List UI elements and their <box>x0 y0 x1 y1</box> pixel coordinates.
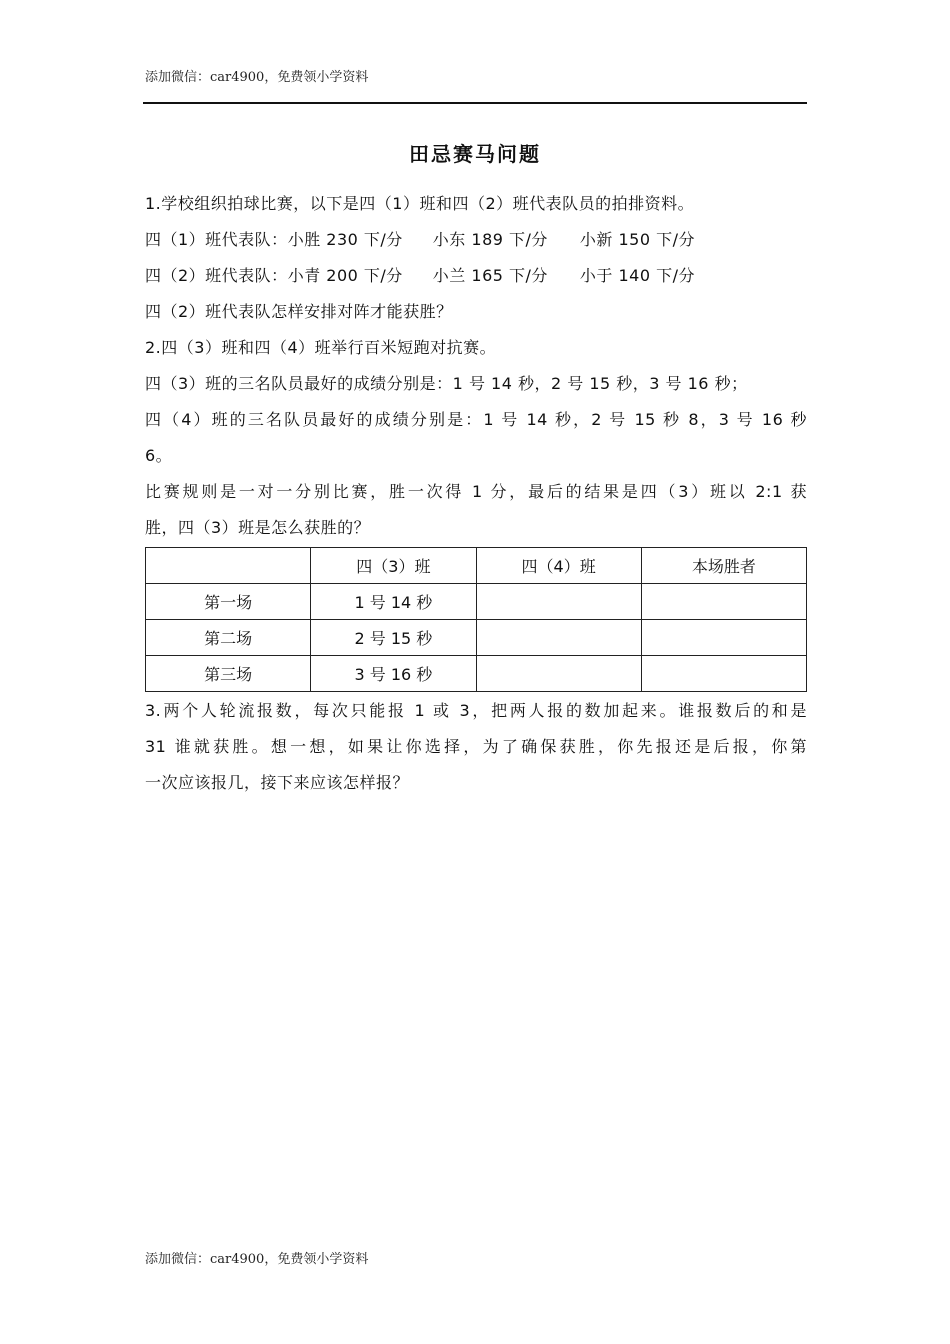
table-header-row <box>146 548 807 584</box>
table-cell: 第三场 <box>146 656 311 692</box>
q1-team1 <box>145 222 807 258</box>
table-cell[interactable] <box>641 584 806 620</box>
table-row <box>146 584 807 620</box>
q2-class4-times-cont: 6。 <box>145 446 173 465</box>
q1-intro: 1.学校组织拍球比赛，以下是四（1）班和四（2）班代表队员的拍排资料。 <box>145 194 695 213</box>
q2-class3-times: 四（3）班的三名队员最好的成绩分别是：1 号 14 秒，2 号 15 秒，3 号 16 秒； <box>145 374 748 393</box>
table-row <box>146 620 807 656</box>
q1-team1-player: 小东 189 下/分 <box>432 230 548 249</box>
table-header-cell: 本场胜者 <box>641 548 806 584</box>
q2-rule-cont: 胜，四（3）班是怎么获胜的？ <box>145 518 371 537</box>
q1-team2-player: 小兰 165 下/分 <box>432 266 548 285</box>
table-cell[interactable] <box>476 620 641 656</box>
table-cell[interactable] <box>476 584 641 620</box>
table-cell[interactable] <box>641 656 806 692</box>
table-header-cell: 四（3）班 <box>311 548 476 584</box>
q1-team2-label: 四（2）班代表队： <box>145 266 288 285</box>
q3-text-end: 一次应该报几，接下来应该怎样报？ <box>145 773 410 792</box>
q2-intro: 2.四（3）班和四（4）班举行百米短跑对抗赛。 <box>145 338 497 357</box>
header-note: 添加微信：car4900，免费领小学资料 <box>145 70 369 85</box>
page-title: 田忌赛马问题 <box>409 142 541 166</box>
q1-team2-player: 小青 200 下/分 <box>287 266 403 285</box>
table-row <box>146 656 807 692</box>
table-cell: 第二场 <box>146 620 311 656</box>
q2-rule: 比赛规则是一对一分别比赛，胜一次得 1 分，最后的结果是四（3）班以 2:1 获 <box>145 482 807 501</box>
q3-text: 3.两个人轮流报数，每次只能报 1 或 3，把两人报的数加起来。谁报数后的和是 <box>145 701 807 720</box>
q1-team2 <box>145 258 807 294</box>
q3-text-cont: 31 谁就获胜。想一想，如果让你选择，为了确保获胜，你先报还是后报，你第 <box>145 737 807 756</box>
table-cell: 第一场 <box>146 584 311 620</box>
table-cell: 1 号 14 秒 <box>311 584 476 620</box>
table-cell[interactable] <box>476 656 641 692</box>
q2-class4-times: 四（4）班的三名队员最好的成绩分别是：1 号 14 秒，2 号 15 秒 8，3 号 16 秒 <box>145 410 807 429</box>
q1-team1-player: 小胜 230 下/分 <box>287 230 403 249</box>
header-divider <box>143 102 807 104</box>
table-header-cell <box>146 548 311 584</box>
q1-team1-label: 四（1）班代表队： <box>145 230 288 249</box>
q1-team1-player: 小新 150 下/分 <box>579 230 696 249</box>
q1-team2-player: 小于 140 下/分 <box>579 266 696 285</box>
table-header-cell: 四（4）班 <box>476 548 641 584</box>
table-cell: 2 号 15 秒 <box>311 620 476 656</box>
q1-question: 四（2）班代表队怎样安排对阵才能获胜？ <box>145 302 453 321</box>
worksheet-body <box>145 186 807 801</box>
table-cell[interactable] <box>641 620 806 656</box>
footer-note: 添加微信：car4900，免费领小学资料 <box>145 1252 369 1267</box>
table-cell: 3 号 16 秒 <box>311 656 476 692</box>
match-table <box>145 547 807 692</box>
